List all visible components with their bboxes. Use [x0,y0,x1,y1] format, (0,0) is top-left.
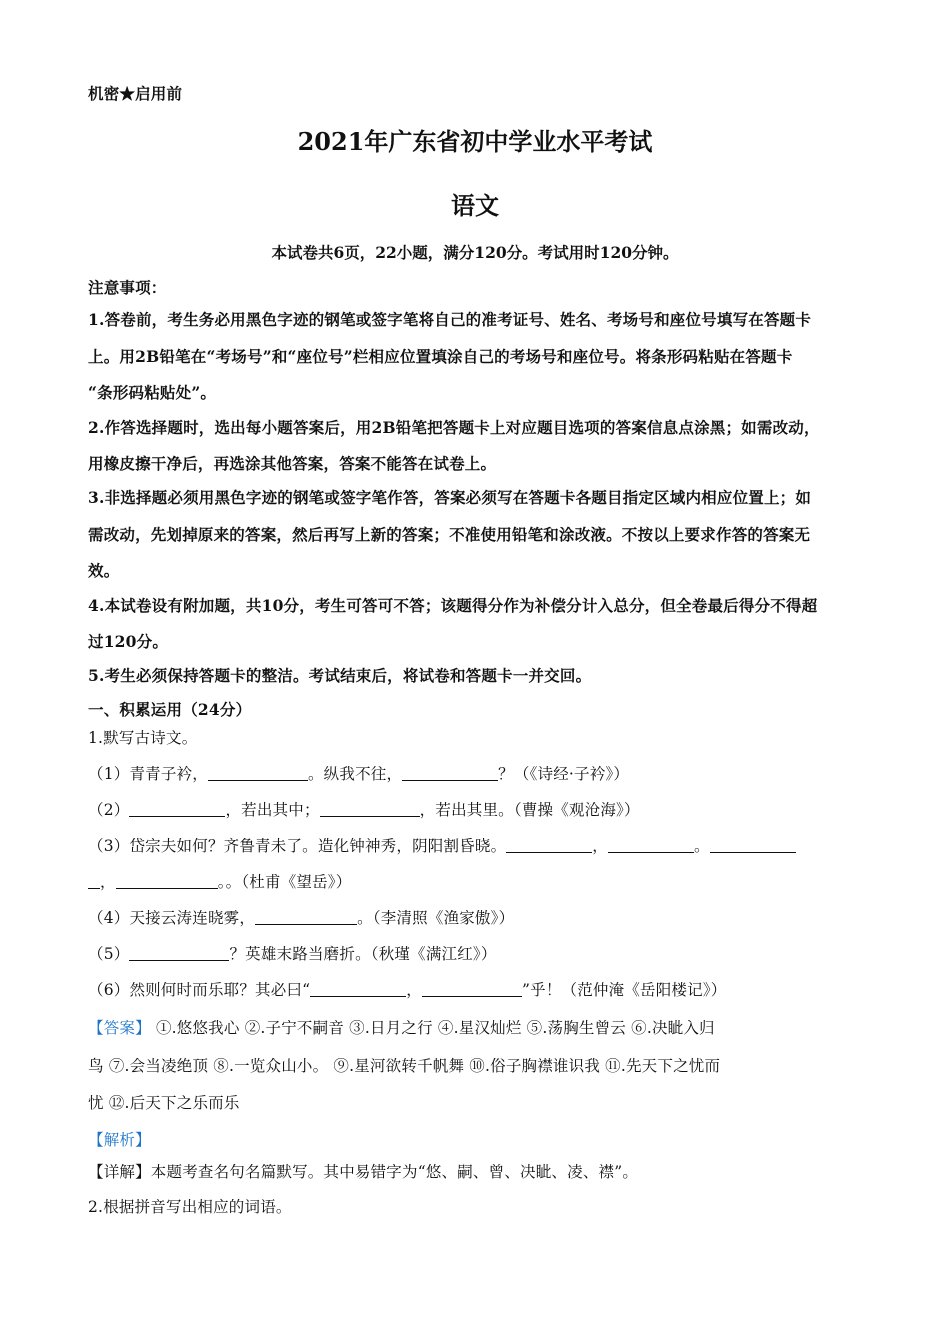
answer-line-3: 忧 ⑫.后天下之乐而乐 [88,1094,240,1112]
notes-line: 1.答卷前，考生务必用黑色字迹的钢笔或签字笔将自己的准考证号、姓名、考场号和座位号填写在答题卡 [88,310,812,329]
confidential-label: 机密★启用前 [88,84,183,103]
item-text: ？英雄末路当磨折。（秋瑾《满江红》） [229,945,497,963]
item-text: （4）天接云涛连晓雾， [88,909,256,927]
analysis-tag: 【解析】 [88,1131,151,1149]
answer-blank[interactable] [710,837,796,854]
item-text: ？（《诗经·子衿》） [498,765,630,783]
answer-blank[interactable] [88,873,100,890]
notes-line: 效。 [88,561,120,580]
answer-text: ①.悠悠我心 ②.子宁不嗣音 ③.日月之行 ④.星汉灿烂 ⑤.荡胸生曾云 ⑥.决眦入归 [155,1019,715,1037]
notes-line: “条形码粘贴处”。 [88,383,217,402]
item-text: 。。（杜甫《望岳》） [217,873,352,891]
answer-blank[interactable] [506,837,592,854]
question-1-prompt: 1.默写古诗文。 [88,729,198,747]
section-heading: 一、积累运用（24分） [88,700,252,719]
detail-text: 【详解】本题考查名句名篇默写。其中易错字为“悠、嗣、曾、决眦、凌、襟”。 [88,1163,639,1181]
item-text: ，若出其里。（曹操《观沧海》） [419,801,640,819]
notes-line: 2.作答选择题时，选出每小题答案后，用2B铅笔把答题卡上对应题目选项的答案信息点涂黑；如需改动， [88,418,820,437]
answer-line-2: 鸟 ⑦.会当凌绝顶 ⑧.一览众山小。 ⑨.星河欲转千帆舞 ⑩.俗子胸襟谁识我 ⑪.先天下之忧而 [88,1057,721,1075]
item-text: （1）青青子衿， [88,765,208,783]
question-1-item-4 [88,906,514,928]
subject-title: 语文 [451,191,499,220]
answer-blank[interactable] [402,765,498,782]
item-text: （2） [88,801,130,819]
item-text: ”乎！（范仲淹《岳阳楼记》） [522,981,727,999]
notes-line: 用橡皮擦干净后，再选涂其他答案，答案不能答在试卷上。 [88,454,497,473]
answer-blank[interactable] [116,873,218,890]
question-2-prompt: 2.根据拼音写出相应的词语。 [88,1198,292,1216]
answer-blank[interactable] [310,981,406,998]
exam-summary: 本试卷共6页，22小题，满分120分。考试用时120分钟。 [271,243,679,262]
exam-title: 2021年广东省初中学业水平考试 [297,127,653,156]
answer-line-1 [88,1016,715,1038]
notes-line: 5.考生必须保持答题卡的整洁。考试结束后，将试卷和答题卡一并交回。 [88,666,592,685]
question-1-item-3-cont [88,870,351,892]
question-1-item-3 [88,834,796,856]
answer-blank[interactable] [129,945,229,962]
notes-line: 4.本试卷设有附加题，共10分，考生可答可不答；该题得分作为补偿分计入总分，但全卷最后得分不得超 [88,596,818,615]
question-1-item-5 [88,942,497,964]
answer-blank[interactable] [422,981,522,998]
item-text: 。（李清照《渔家傲》） [357,909,515,927]
item-text: （3）岱宗夫如何？齐鲁青未了。造化钟神秀，阴阳割昏晓。 [88,837,507,855]
item-text: （5） [88,945,130,963]
answer-blank[interactable] [129,801,225,818]
answer-blank[interactable] [608,837,694,854]
answer-blank[interactable] [320,801,420,818]
question-1-item-1 [88,762,629,784]
notes-line: 3.非选择题必须用黑色字迹的钢笔或签字笔作答，答案必须写在答题卡各题目指定区域内相应位置上；如 [88,488,812,507]
question-1-item-2 [88,798,640,820]
item-text: ， [406,981,422,999]
notes-line: 过120分。 [88,632,169,651]
answer-tag: 【答案】 [88,1019,151,1037]
notes-line: 需改动，先划掉原来的答案，然后再写上新的答案；不准使用铅笔和涂改液。不按以上要求作答的答案无 [88,525,811,544]
item-text: ， [100,873,116,891]
item-text: 。 [693,837,710,855]
notes-heading: 注意事项： [88,278,167,297]
item-text: （6）然则何时而乐耶？其必曰“ [88,981,311,999]
question-1-item-6 [88,978,726,1000]
answer-blank[interactable] [208,765,308,782]
item-text: 。纵我不往， [307,765,403,783]
item-text: ，若出其中； [225,801,320,819]
answer-blank[interactable] [255,909,357,926]
item-text: ， [592,837,608,855]
notes-line: 上。用2B铅笔在“考场号”和“座位号”栏相应位置填涂自己的考场号和座位号。将条形码粘贴在答题卡 [88,347,793,366]
